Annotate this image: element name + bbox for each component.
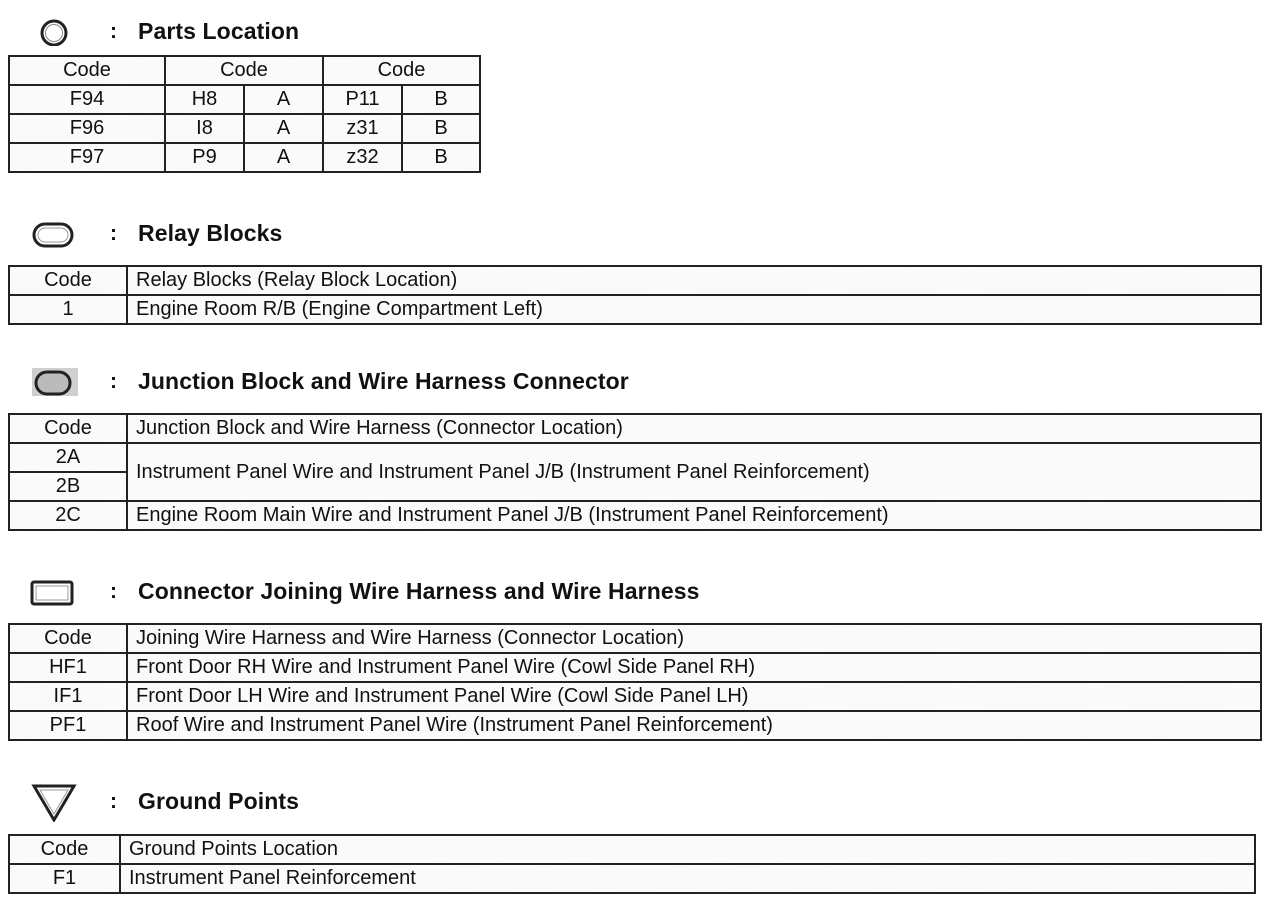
code-cell: B bbox=[402, 114, 480, 143]
header-cell: Code bbox=[9, 835, 120, 864]
parts-location-table bbox=[8, 55, 481, 173]
table-row bbox=[9, 501, 1261, 530]
location-cell: Engine Room Main Wire and Instrument Panel J/B (Instrument Panel Reinforcement) bbox=[127, 501, 1261, 530]
location-cell: Engine Room R/B (Engine Compartment Left) bbox=[127, 295, 1261, 324]
code-cell: z31 bbox=[323, 114, 402, 143]
code-cell: P11 bbox=[323, 85, 402, 114]
connector-joining-colon: : bbox=[110, 580, 117, 603]
code-cell: F94 bbox=[9, 85, 165, 114]
rounded-rectangle-icon bbox=[30, 220, 78, 248]
parts-location-title: Parts Location bbox=[138, 18, 300, 44]
location-cell: Roof Wire and Instrument Panel Wire (Instrument Panel Reinforcement) bbox=[127, 711, 1261, 740]
ground-points-title: Ground Points bbox=[138, 788, 300, 814]
header-cell: Code bbox=[9, 56, 165, 85]
triangle-icon bbox=[30, 782, 78, 822]
code-cell: P9 bbox=[165, 143, 244, 172]
relay-blocks-title: Relay Blocks bbox=[138, 220, 283, 246]
code-cell: 1 bbox=[9, 295, 127, 324]
table-row bbox=[9, 85, 480, 114]
table-row bbox=[9, 864, 1255, 893]
code-cell: B bbox=[402, 85, 480, 114]
parts-location-colon: : bbox=[110, 20, 117, 43]
code-cell: A bbox=[244, 114, 323, 143]
location-cell: Instrument Panel Wire and Instrument Panel J/B (Instrument Panel Reinforcement) bbox=[127, 443, 1261, 501]
table-row bbox=[9, 443, 1261, 472]
junction-block-colon: : bbox=[110, 370, 117, 393]
table-row bbox=[9, 114, 480, 143]
code-cell: F96 bbox=[9, 114, 165, 143]
relay-blocks-table bbox=[8, 265, 1262, 325]
header-cell: Code bbox=[9, 414, 127, 443]
table-row bbox=[9, 653, 1261, 682]
table-header-row bbox=[9, 266, 1261, 295]
junction-block-table bbox=[8, 413, 1262, 531]
header-cell: Relay Blocks (Relay Block Location) bbox=[127, 266, 1261, 295]
header-cell: Code bbox=[9, 624, 127, 653]
code-cell: H8 bbox=[165, 85, 244, 114]
ground-points-colon: : bbox=[110, 790, 117, 813]
code-cell: 2A bbox=[9, 443, 127, 472]
code-cell: B bbox=[402, 143, 480, 172]
header-cell: Code bbox=[165, 56, 323, 85]
code-cell: I8 bbox=[165, 114, 244, 143]
relay-blocks-heading bbox=[0, 212, 1280, 252]
code-cell: 2B bbox=[9, 472, 127, 501]
header-cell: Joining Wire Harness and Wire Harness (Connector Location) bbox=[127, 624, 1261, 653]
table-row bbox=[9, 711, 1261, 740]
connector-joining-title: Connector Joining Wire Harness and Wire Harness bbox=[138, 578, 700, 604]
table-header-row bbox=[9, 56, 480, 85]
ground-points-heading bbox=[0, 780, 1280, 820]
table-header-row bbox=[9, 414, 1261, 443]
code-cell: 2C bbox=[9, 501, 127, 530]
circle-icon bbox=[30, 18, 78, 46]
location-cell: Front Door RH Wire and Instrument Panel Wire (Cowl Side Panel RH) bbox=[127, 653, 1261, 682]
junction-block-title: Junction Block and Wire Harness Connector bbox=[138, 368, 629, 394]
header-cell: Junction Block and Wire Harness (Connector Location) bbox=[127, 414, 1261, 443]
header-cell: Code bbox=[9, 266, 127, 295]
table-row bbox=[9, 143, 480, 172]
rectangle-icon bbox=[30, 578, 78, 606]
parts-location-heading bbox=[0, 10, 1280, 50]
location-cell: Instrument Panel Reinforcement bbox=[120, 864, 1255, 893]
code-cell: z32 bbox=[323, 143, 402, 172]
connector-joining-table bbox=[8, 623, 1262, 741]
header-cell: Ground Points Location bbox=[120, 835, 1255, 864]
code-cell: A bbox=[244, 85, 323, 114]
table-header-row bbox=[9, 835, 1255, 864]
table-row bbox=[9, 295, 1261, 324]
ground-points-table bbox=[8, 834, 1256, 894]
header-cell: Code bbox=[323, 56, 480, 85]
code-cell: F97 bbox=[9, 143, 165, 172]
relay-blocks-colon: : bbox=[110, 222, 117, 245]
junction-block-heading bbox=[0, 360, 1280, 400]
shaded-rounded-rectangle-icon bbox=[30, 368, 78, 396]
code-cell: PF1 bbox=[9, 711, 127, 740]
code-cell: IF1 bbox=[9, 682, 127, 711]
code-cell: HF1 bbox=[9, 653, 127, 682]
connector-joining-heading bbox=[0, 570, 1280, 610]
code-cell: A bbox=[244, 143, 323, 172]
table-row bbox=[9, 682, 1261, 711]
code-cell: F1 bbox=[9, 864, 120, 893]
table-header-row bbox=[9, 624, 1261, 653]
location-cell: Front Door LH Wire and Instrument Panel Wire (Cowl Side Panel LH) bbox=[127, 682, 1261, 711]
